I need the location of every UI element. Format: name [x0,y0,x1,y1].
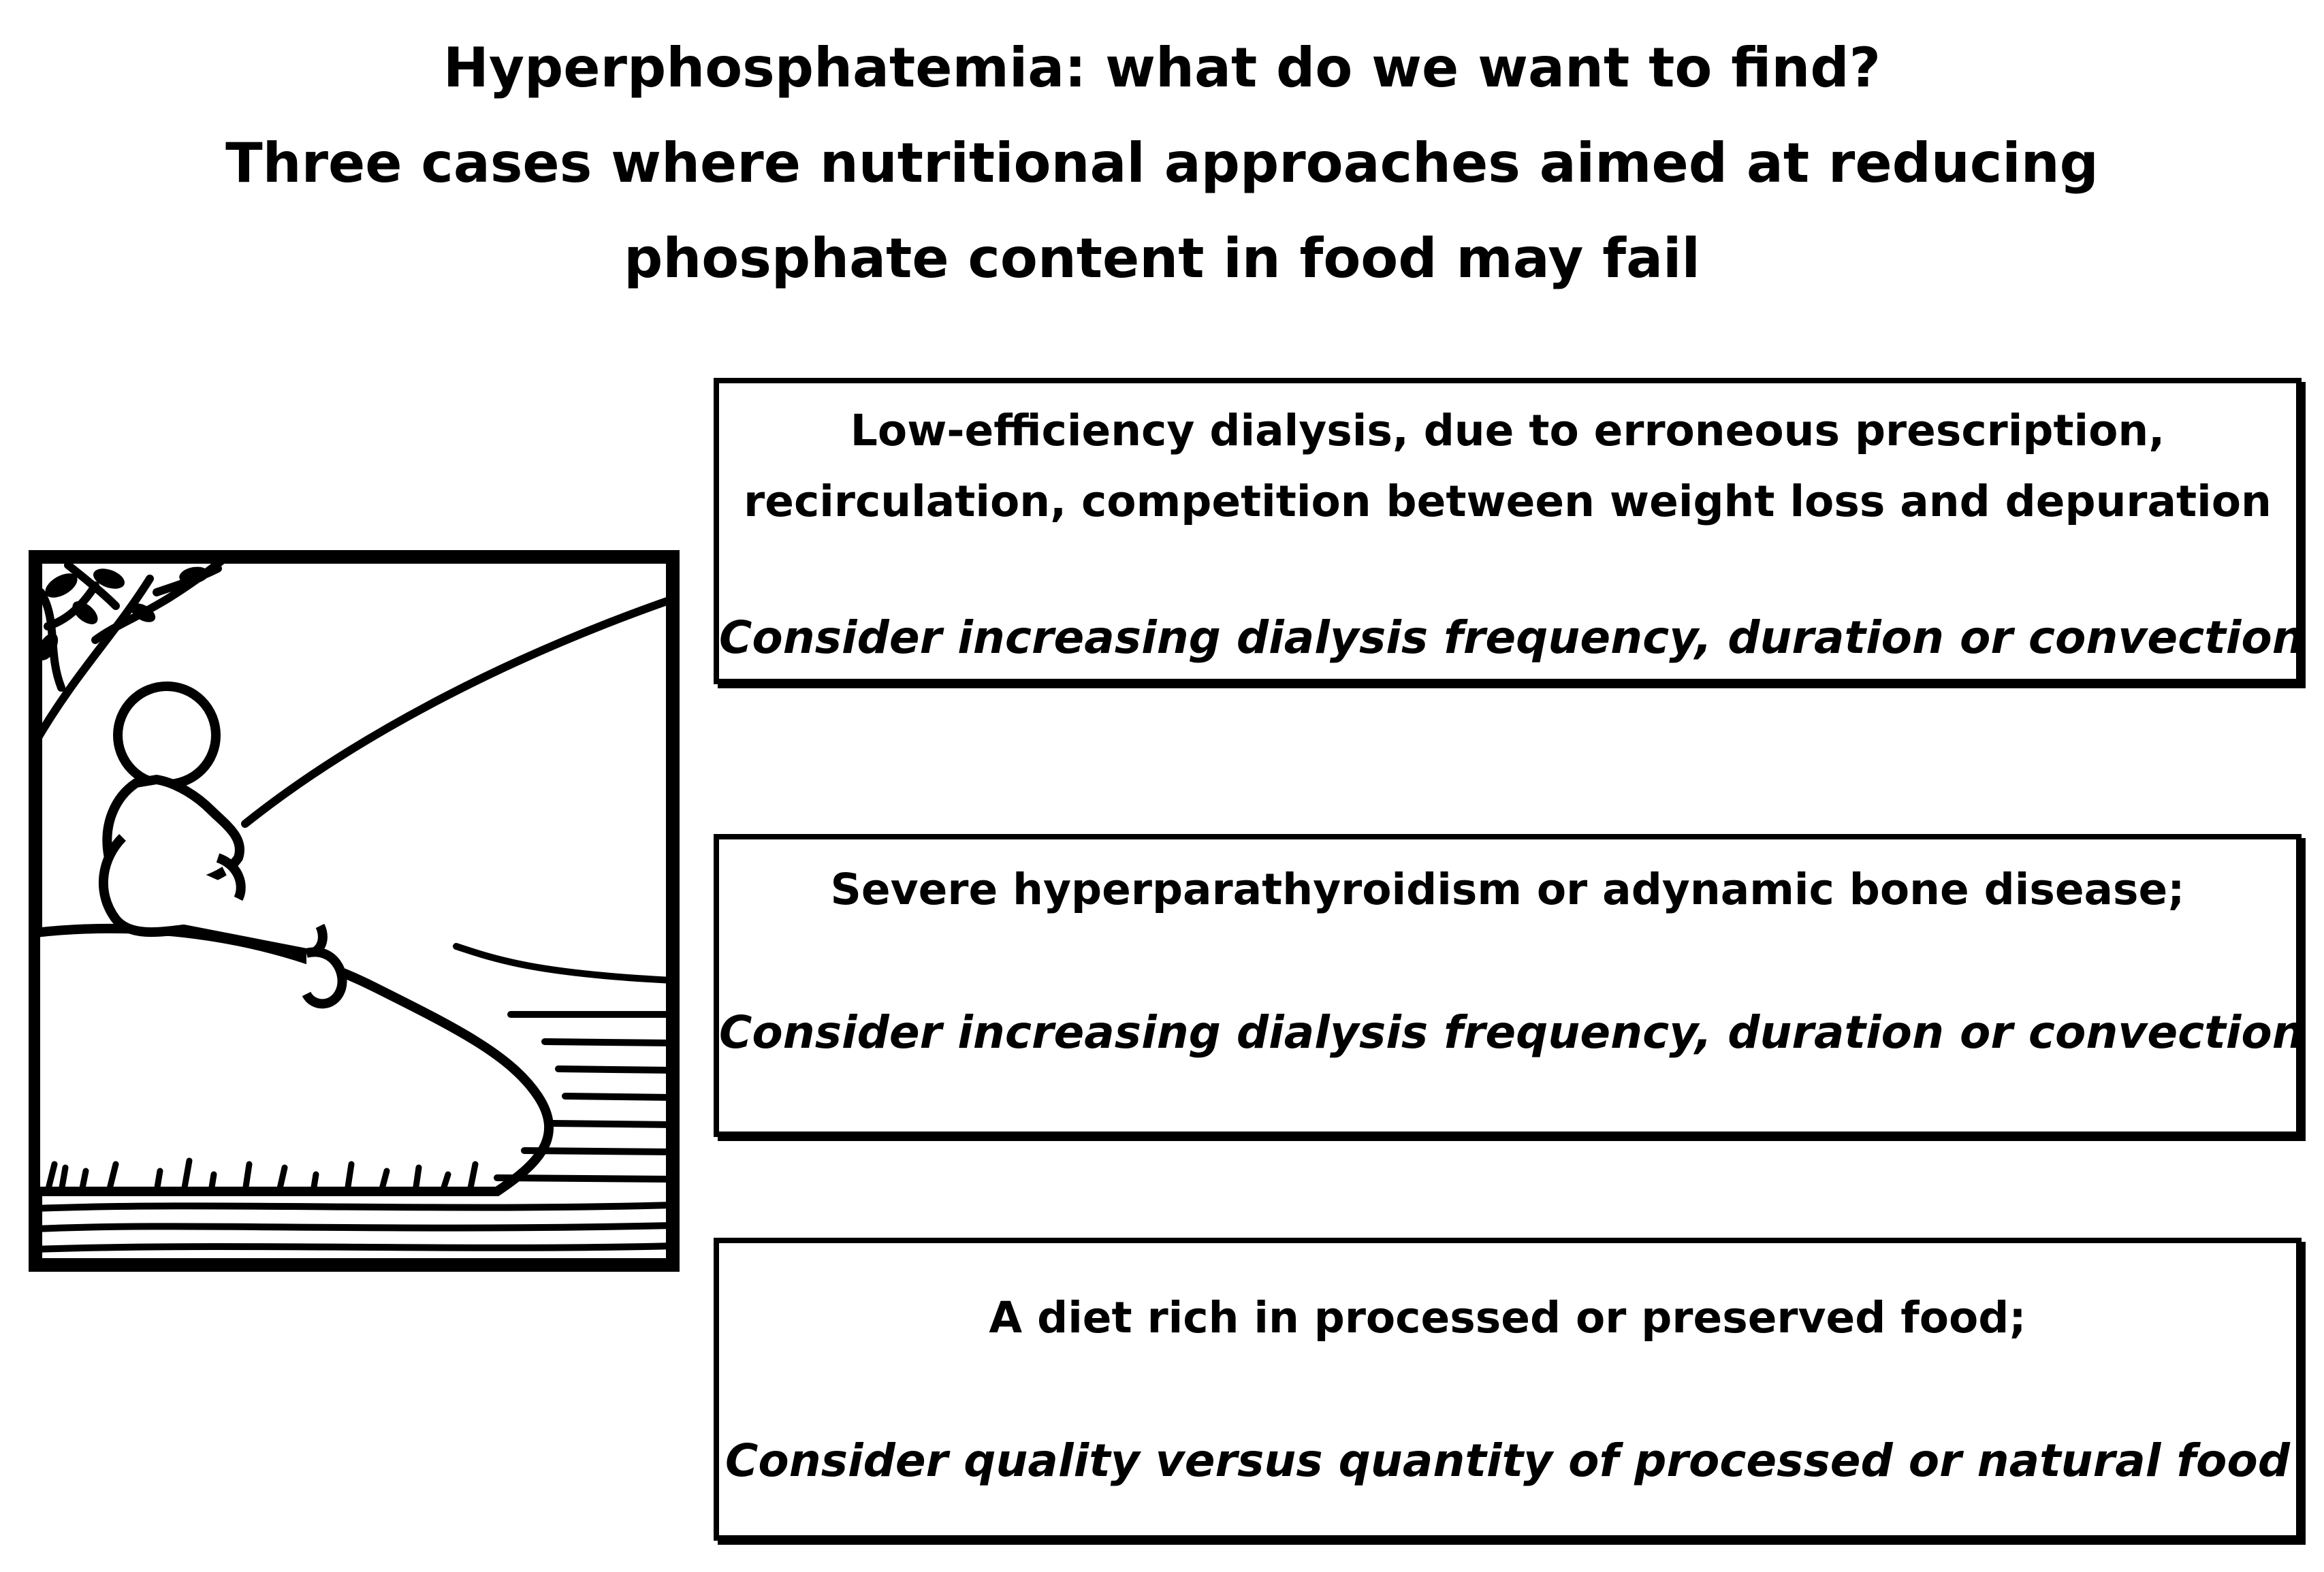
case-box-bone-disease [714,834,2302,1137]
case-advice-text: Consider quality versus quantity of processed or natural food [725,1434,2290,1487]
title-line-3: phosphate content in food may fail [624,227,1700,290]
case-problem-text: Severe hyperparathyroidism or adynamic bone disease; [830,865,2185,914]
case-box-low-efficiency-dialysis [714,378,2302,684]
case-problem-text: Low-efficiency dialysis, due to erroneous prescription, recirculation, competition between weight loss and depuration [744,406,2272,526]
case-advice-text: Consider increasing dialysis frequency, duration or convection [719,1006,2304,1059]
title-line-2: Three cases where nutritional approaches aimed at reducing [225,131,2099,195]
case-advice-text: Consider increasing dialysis frequency, duration or convection [719,611,2304,664]
case-problem-text: A diet rich in processed or preserved food; [989,1293,2026,1343]
case-box-processed-food-diet [714,1238,2302,1541]
title-line-1: Hyperphosphatemia: what do we want to find? [443,36,1881,99]
page-title [102,20,2222,306]
child-fishing-illustration [20,538,688,1280]
